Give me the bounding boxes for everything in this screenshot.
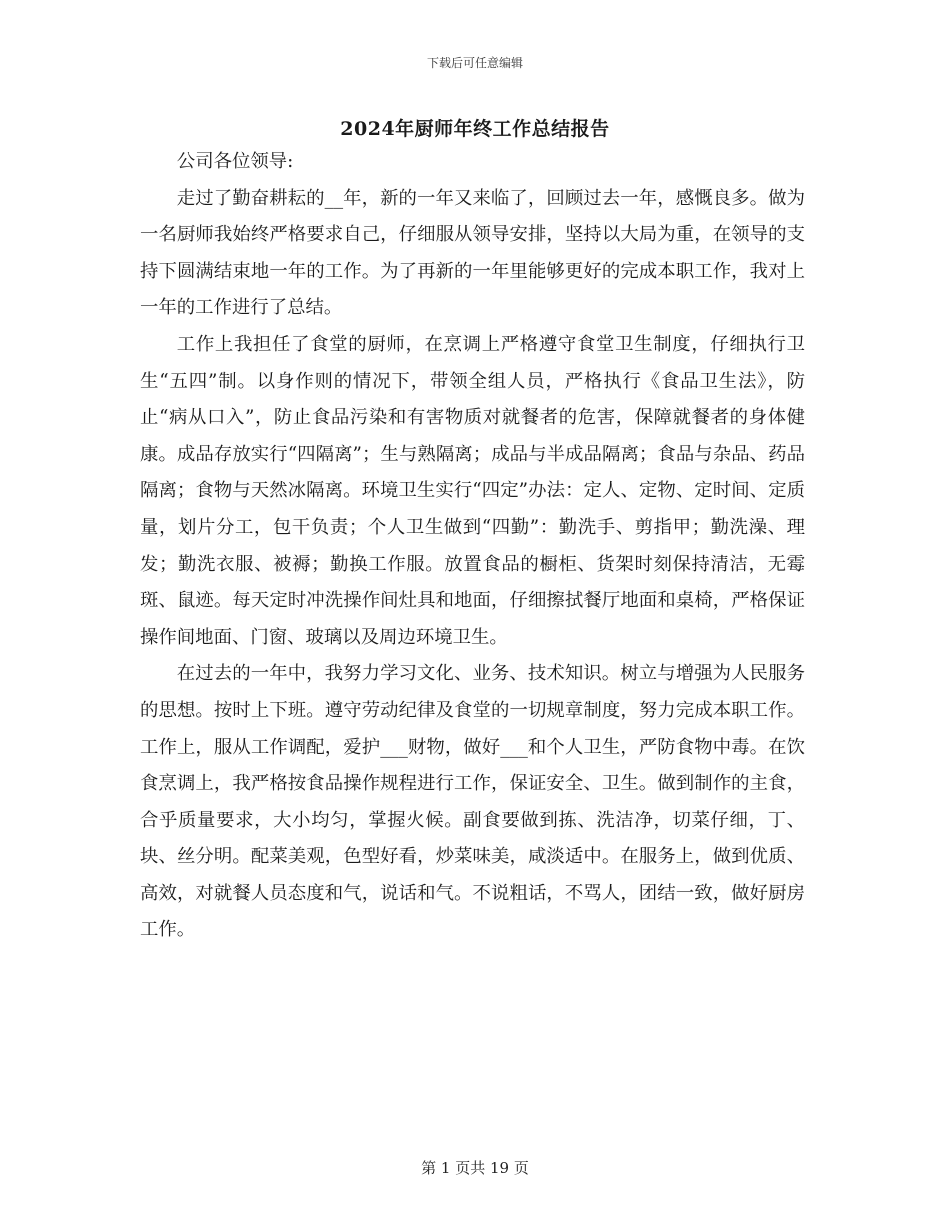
header-note: 下载后可任意编辑 (426, 56, 523, 70)
paragraph-2: 工作上我担任了食堂的厨师，在烹调上严格遵守食堂卫生制度，仔细执行卫生“五四”制。以身作则的情况下，带领全组人员，严格执行《食品卫生法》，防止“病从口入”，防止食品污染和有害物质对就餐者的危害，保障就餐者的身体健康。成品存放实行“四隔离”；生与熟隔离；成品与半成品隔离；食品与杂品、药品隔离；食物与天然冰隔离。环境卫生实行“四定”办法：定人、定物、定时间、定质量，划片分工，包干负责；个人卫生做到“四勤”：勤洗手、剪指甲；勤洗澡、理发；勤洗衣服、被褥；勤换工作服。放置食品的橱柜、货架时刻保持清洁，无霉斑、鼠迹。每天定时冲洗操作间灶具和地面，仔细擦拭餐厅地面和桌椅，严格保证操作间地面、门窗、玻璃以及周边环境卫生。 (140, 333, 805, 648)
document-body (140, 144, 805, 949)
salutation: 公司各位领导: (176, 151, 294, 172)
paragraph-3: 在过去的一年中，我努力学习文化、业务、技术知识。树立与增强为人民服务的思想。按时上下班。遵守劳动纪律及食堂的一切规章制度，努力完成本职工作。工作上，服从工作调配，爱护___财物，做好___和个人卫生，严防食物中毒。在饮食烹调上，我严格按食品操作规程进行工作，保证安全、卫生。做到制作的主食，合乎质量要求，大小均匀，掌握火候。副食要做到拣、洗洁净，切菜仔细，丁、块、丝分明。配菜美观，色型好看，炒菜味美，咸淡适中。在服务上，做到优质、高效，对就餐人员态度和气，说话和气。不说粗话，不骂人，团结一致，做好厨房工作。 (140, 663, 805, 941)
paragraph-1: 走过了勤奋耕耘的__年，新的一年又来临了，回顾过去一年，感慨良多。做为一名厨师我始终严格要求自己，仔细服从领导安排，坚持以大局为重，在领导的支持下圆满结束地一年的工作。为了再新的一年里能够更好的完成本职工作，我对上一年的工作进行了总结。 (140, 187, 805, 319)
document-title: 2024年厨师年终工作总结报告 (340, 118, 610, 140)
page-footer: 第 1 页共 19 页 (421, 1159, 529, 1177)
